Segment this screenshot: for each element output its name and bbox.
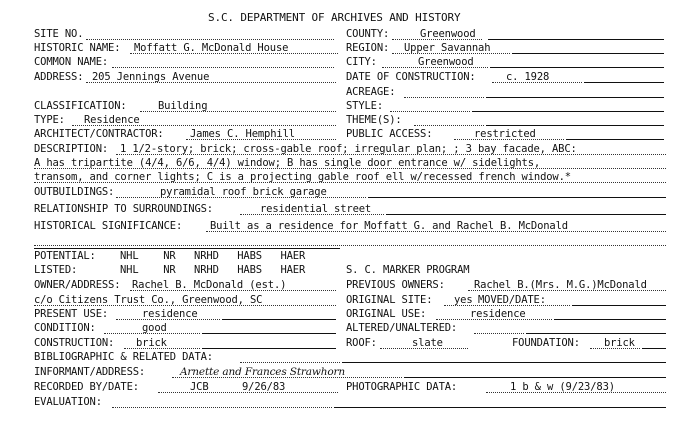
bibliographic-label: BIBLIOGRAPHIC & RELATED DATA: xyxy=(34,351,213,363)
condition-line xyxy=(202,333,336,334)
historic-name-dots xyxy=(130,53,338,54)
description-line-2: A has tripartite (4/4, 6/6, 4/4) window; B has single door entrance w/ sidelights, xyxy=(34,157,541,169)
acreage-label: ACREAGE: xyxy=(346,86,396,98)
roof-dots xyxy=(380,348,468,349)
evaluation-line xyxy=(334,407,666,408)
original-use-dots xyxy=(436,319,552,320)
recorded-by-value: JCB xyxy=(190,381,209,393)
construction-line xyxy=(202,348,336,349)
style-label: STYLE: xyxy=(346,100,384,112)
foundation-line xyxy=(642,348,666,349)
altered-dots xyxy=(474,333,524,334)
original-use-line xyxy=(554,319,666,320)
relationship-value: residential street xyxy=(260,203,372,215)
foundation-label: FOUNDATION: xyxy=(512,337,580,349)
classification-dots xyxy=(140,111,336,112)
owner-line-2: c/o Citizens Trust Co., Greenwood, SC xyxy=(34,294,263,306)
architect-value: James C. Hemphill xyxy=(190,128,295,140)
outbuildings-value: pyramidal roof brick garage xyxy=(160,186,327,198)
date-line xyxy=(584,82,664,83)
photographic-data-label: PHOTOGRAPHIC DATA: xyxy=(346,381,458,393)
description-dots-1 xyxy=(116,154,666,155)
moved-date-label: MOVED/DATE: xyxy=(478,294,546,306)
condition-dots xyxy=(104,333,200,334)
roof-label: ROOF: xyxy=(346,337,377,349)
evaluation-dots xyxy=(112,407,332,408)
original-site-line xyxy=(572,305,666,306)
common-name-field xyxy=(112,67,334,68)
public-access-dots xyxy=(454,139,564,140)
present-use-dots xyxy=(116,319,220,320)
outbuildings-line xyxy=(368,197,666,198)
public-access-line xyxy=(566,139,664,140)
original-site-dots xyxy=(444,305,570,306)
architect-dots xyxy=(186,139,336,140)
region-label: REGION: xyxy=(346,42,390,54)
original-site-value: yes xyxy=(454,294,473,306)
owner-line2-dots xyxy=(34,305,336,306)
altered-label: ALTERED/UNALTERED: xyxy=(346,322,458,334)
city-value: Greenwood xyxy=(418,56,474,68)
address-value: 205 Jennings Avenue xyxy=(92,71,210,83)
form-header: S.C. DEPARTMENT OF ARCHIVES AND HISTORY xyxy=(208,11,461,24)
description-label: DESCRIPTION: xyxy=(34,143,109,155)
relationship-dots xyxy=(240,214,384,215)
historical-significance-value: Built as a residence for Moffatt G. and Rachel B. McDonald xyxy=(210,220,568,232)
relationship-line xyxy=(386,214,666,215)
original-use-label: ORIGINAL USE: xyxy=(346,308,427,320)
historical-significance-dots-2 xyxy=(34,245,666,246)
construction-label: CONSTRUCTION: xyxy=(34,337,115,349)
bibliographic-dots xyxy=(240,362,340,363)
type-dots xyxy=(72,125,336,126)
construction-value: brick xyxy=(136,337,167,349)
theme-dots xyxy=(414,125,484,126)
address-label: ADDRESS: xyxy=(34,71,84,83)
foundation-value: brick xyxy=(604,337,635,349)
informant-label: INFORMANT/ADDRESS: xyxy=(34,366,146,378)
date-dots xyxy=(492,82,582,83)
historic-name-label: HISTORIC NAME: xyxy=(34,42,121,54)
architect-label: ARCHITECT/CONTRACTOR: xyxy=(34,128,164,140)
condition-label: CONDITION: xyxy=(34,322,96,334)
previous-owners-value: Rachel B.(Mrs. M.G.)McDonald xyxy=(474,279,647,291)
classification-label: CLASSIFICATION: xyxy=(34,100,127,112)
common-name-label: COMMON NAME: xyxy=(34,56,109,68)
potential-label: POTENTIAL: xyxy=(34,250,96,262)
historical-significance-dots xyxy=(206,231,666,232)
original-use-value: residence xyxy=(470,308,526,320)
public-access-label: PUBLIC ACCESS: xyxy=(346,128,433,140)
altered-line xyxy=(526,333,666,334)
recorded-dots xyxy=(158,392,338,393)
historic-name-value: Moffatt G. McDonald House xyxy=(134,42,289,54)
region-value: Upper Savannah xyxy=(404,42,491,54)
acreage-dots xyxy=(404,97,484,98)
photographic-data-value: 1 b & w (9/23/83) xyxy=(510,381,615,393)
owner-line-1: Rachel B. McDonald (est.) xyxy=(132,279,287,291)
listed-options: NHL NR NRHD HABS HAER xyxy=(120,264,306,276)
type-value: Residence xyxy=(84,114,140,126)
description-line-1: 1 1/2-story; brick; cross-gable roof; irregular plan; ; 3 bay facade, ABC: xyxy=(120,143,577,155)
classification-value: Building xyxy=(158,100,208,112)
informant-line xyxy=(404,377,666,378)
region-dots xyxy=(392,53,510,54)
bibliographic-line xyxy=(342,362,666,363)
public-access-value: restricted xyxy=(474,128,536,140)
previous-owners-label: PREVIOUS OWNERS: xyxy=(346,279,445,291)
county-value: Greenwood xyxy=(420,28,476,40)
site-no-label: SITE NO. xyxy=(34,28,84,40)
address-dots xyxy=(86,82,336,83)
recorded-by-label: RECORDED BY/DATE: xyxy=(34,381,139,393)
outbuildings-label: OUTBUILDINGS: xyxy=(34,186,115,198)
roof-value: slate xyxy=(412,337,443,349)
photographic-dots xyxy=(486,392,666,393)
original-site-label: ORIGINAL SITE: xyxy=(346,294,433,306)
present-use-value: residence xyxy=(142,308,198,320)
informant-value: Arnette and Frances Strawhorn xyxy=(180,366,345,378)
region-line xyxy=(512,53,664,54)
description-line-3: transom, and corner lights; C is a projecting gable roof ell w/recessed french window.* xyxy=(34,171,571,183)
construction-dots xyxy=(124,348,200,349)
recorded-date-value: 9/26/83 xyxy=(242,381,286,393)
condition-value: good xyxy=(142,322,167,334)
present-use-line xyxy=(222,319,336,320)
type-label: TYPE: xyxy=(34,114,65,126)
county-line xyxy=(488,39,664,40)
outbuildings-dots xyxy=(116,197,366,198)
city-dots xyxy=(382,67,488,68)
date-of-construction-value: c. 1928 xyxy=(506,71,550,83)
county-label: COUNTY: xyxy=(346,28,390,40)
potential-options: NHL NR NRHD HABS HAER xyxy=(120,250,306,262)
date-of-construction-label: DATE OF CONSTRUCTION: xyxy=(346,71,476,83)
site-no-field xyxy=(86,39,334,40)
description-dots-3 xyxy=(34,182,666,183)
style-dots xyxy=(390,111,470,112)
present-use-label: PRESENT USE: xyxy=(34,308,109,320)
theme-line xyxy=(486,125,664,126)
historical-significance-label: HISTORICAL SIGNIFICANCE: xyxy=(34,220,183,232)
foundation-dots xyxy=(590,348,640,349)
city-label: CITY: xyxy=(346,56,377,68)
acreage-line xyxy=(486,97,664,98)
evaluation-label: EVALUATION: xyxy=(34,396,102,408)
previous-owners-dots xyxy=(468,290,666,291)
style-line xyxy=(472,111,664,112)
potential-rule xyxy=(34,248,340,249)
marker-program-label: S. C. MARKER PROGRAM xyxy=(346,264,470,276)
owner-address-label: OWNER/ADDRESS: xyxy=(34,279,121,291)
listed-label: LISTED: xyxy=(34,264,78,276)
themes-label: THEME(S): xyxy=(346,114,402,126)
informant-dots xyxy=(172,377,402,378)
relationship-label: RELATIONSHIP TO SURROUNDINGS: xyxy=(34,203,213,215)
city-line xyxy=(490,67,664,68)
owner-dots xyxy=(130,290,336,291)
description-dots-2 xyxy=(34,168,666,169)
